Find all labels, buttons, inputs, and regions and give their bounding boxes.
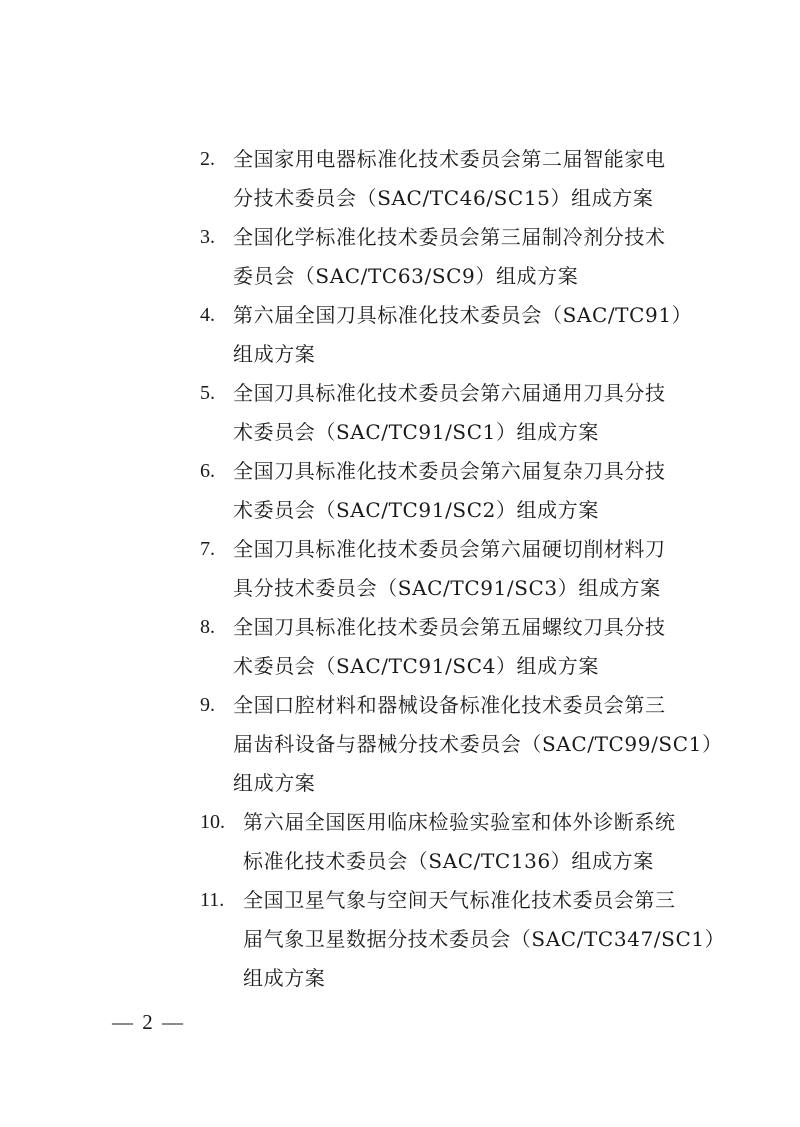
item-text-line: 第六届全国刀具标准化技术委员会（SAC/TC91） — [233, 303, 693, 327]
list-item — [200, 374, 720, 452]
item-text-line: 全国化学标准化技术委员会第三届制冷剂分技术 — [233, 225, 666, 249]
item-text-line: 全国刀具标准化技术委员会第六届硬切削材料刀 — [233, 537, 666, 561]
item-text-line: 届齿科设备与器械分技术委员会（SAC/TC99/SC1） — [233, 732, 723, 756]
item-text-line: 术委员会（SAC/TC91/SC4）组成方案 — [233, 654, 599, 678]
list-item — [200, 218, 720, 296]
item-text-line: 委员会（SAC/TC63/SC9）组成方案 — [233, 264, 579, 288]
item-number: 3. — [200, 226, 215, 248]
item-text-line: 第六届全国医用临床检验实验室和体外诊断系统 — [243, 810, 676, 834]
item-number: 10. — [200, 811, 225, 833]
item-list — [200, 140, 726, 998]
list-item — [200, 881, 726, 998]
list-item — [200, 452, 720, 530]
page-number: — 2 — — [112, 1010, 185, 1034]
item-text-line: 全国刀具标准化技术委员会第六届复杂刀具分技 — [233, 459, 666, 483]
item-text-line: 全国刀具标准化技术委员会第五届螺纹刀具分技 — [233, 615, 666, 639]
item-number: 4. — [200, 304, 215, 326]
item-text-line: 组成方案 — [233, 342, 316, 366]
item-text-line: 全国刀具标准化技术委员会第六届通用刀具分技 — [233, 381, 666, 405]
list-item — [200, 530, 720, 608]
item-number: 7. — [200, 538, 215, 560]
item-text-line: 分技术委员会（SAC/TC46/SC15）组成方案 — [233, 186, 654, 210]
item-text-line: 标准化技术委员会（SAC/TC136）组成方案 — [243, 849, 654, 873]
item-number: 6. — [200, 460, 215, 482]
item-text-line: 具分技术委员会（SAC/TC91/SC3）组成方案 — [233, 576, 661, 600]
item-text-line: 组成方案 — [243, 966, 326, 990]
item-number: 11. — [200, 889, 225, 911]
item-text-line: 全国家用电器标准化技术委员会第二届智能家电 — [233, 147, 666, 171]
item-text-line: 术委员会（SAC/TC91/SC1）组成方案 — [233, 420, 599, 444]
list-item — [200, 296, 720, 374]
item-text-line: 术委员会（SAC/TC91/SC2）组成方案 — [233, 498, 599, 522]
item-number: 9. — [200, 694, 215, 716]
item-text-line: 组成方案 — [233, 771, 316, 795]
list-item — [200, 608, 720, 686]
list-item — [200, 140, 720, 218]
item-text-line: 全国口腔材料和器械设备标准化技术委员会第三 — [233, 693, 666, 717]
item-text-line: 全国卫星气象与空间天气标准化技术委员会第三 — [243, 888, 676, 912]
item-text-line: 届气象卫星数据分技术委员会（SAC/TC347/SC1） — [243, 927, 726, 951]
item-number: 2. — [200, 148, 215, 170]
list-item — [200, 803, 720, 881]
item-number: 5. — [200, 382, 215, 404]
list-item — [200, 686, 723, 803]
item-number: 8. — [200, 616, 215, 638]
